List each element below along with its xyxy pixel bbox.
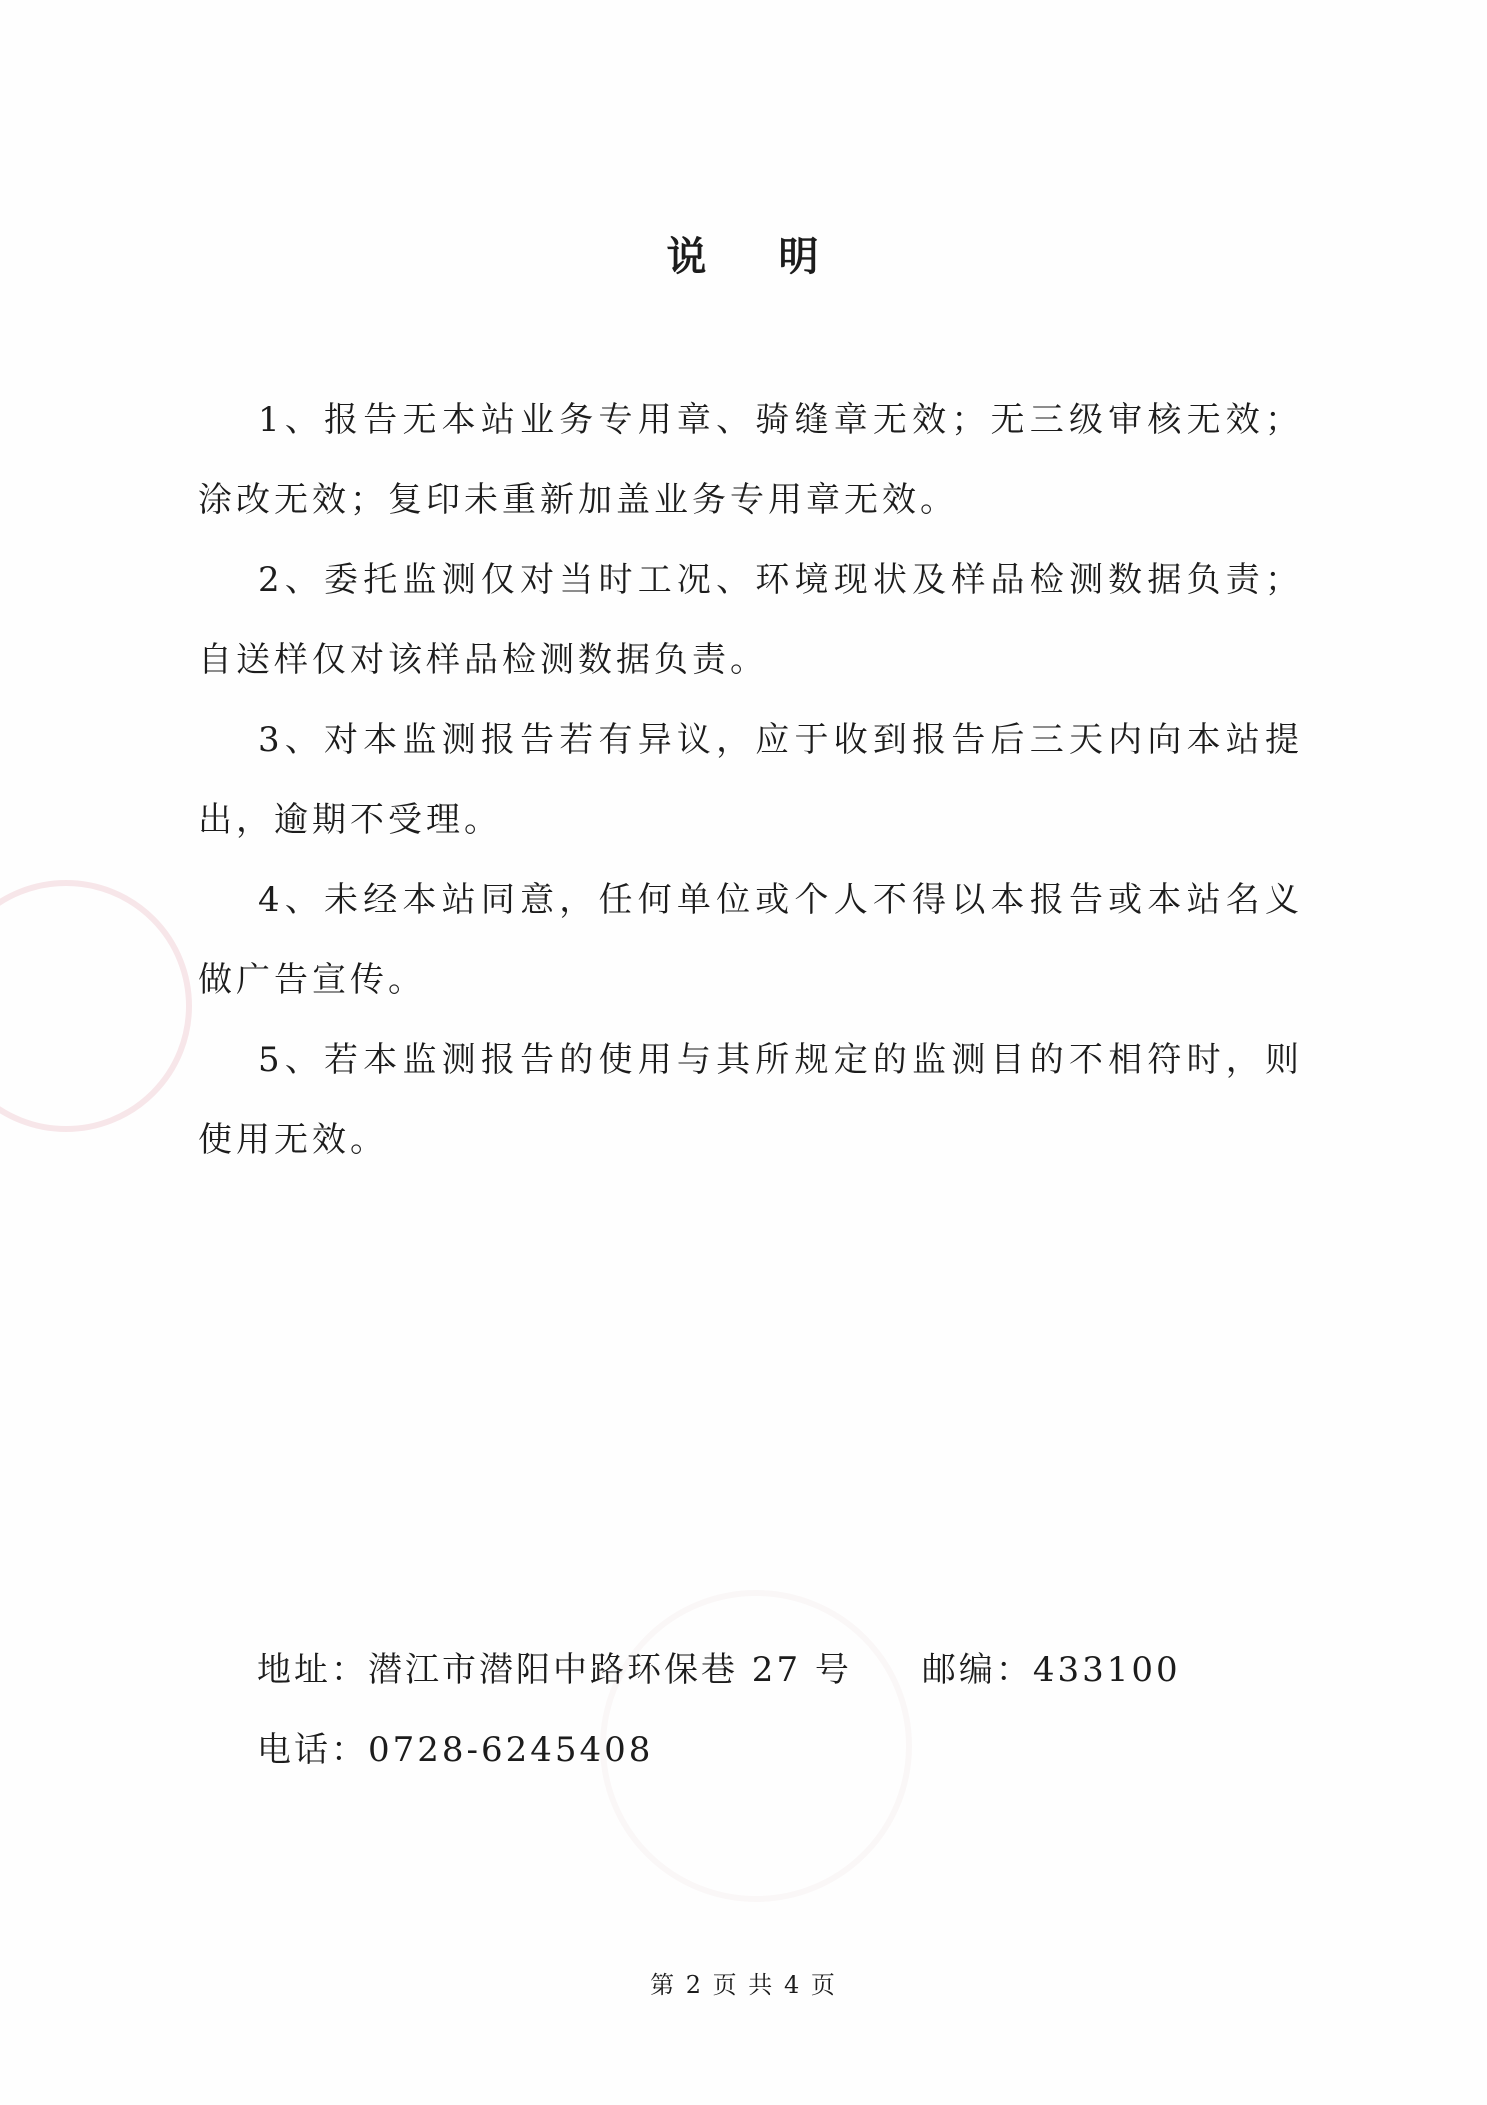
page-title xyxy=(0,225,1487,282)
phone-text: 电话：0728-6245408 xyxy=(257,1730,654,1770)
faint-seal-stamp xyxy=(0,880,192,1132)
note-item-5: 5、若本监测报告的使用与其所规定的监测目的不相符时，则使用无效。 xyxy=(198,1040,1303,1160)
contact-block xyxy=(257,1630,1307,1790)
note-item-3: 3、对本监测报告若有异议，应于收到报告后三天内向本站提出，逾期不受理。 xyxy=(198,720,1303,840)
notes-list xyxy=(198,380,1303,1180)
address-text: 地址：潜江市潜阳中路环保巷 27 号 xyxy=(257,1650,852,1690)
contact-row-phone xyxy=(257,1710,1307,1790)
note-item-4: 4、未经本站同意，任何单位或个人不得以本报告或本站名义做广告宣传。 xyxy=(198,880,1303,1000)
title-char-2: 明 xyxy=(778,233,821,280)
postcode-text: 邮编：433100 xyxy=(921,1650,1181,1690)
note-item-1: 1、报告无本站业务专用章、骑缝章无效；无三级审核无效；涂改无效；复印未重新加盖业务专用章无效。 xyxy=(198,400,1303,520)
note-item-2: 2、委托监测仅对当时工况、环境现状及样品检测数据负责；自送样仅对该样品检测数据负责。 xyxy=(198,560,1303,680)
contact-row-address xyxy=(257,1630,1307,1710)
title-char-1: 说 xyxy=(666,233,709,280)
page-number-footer: 第 2 页 共 4 页 xyxy=(650,1971,837,1999)
